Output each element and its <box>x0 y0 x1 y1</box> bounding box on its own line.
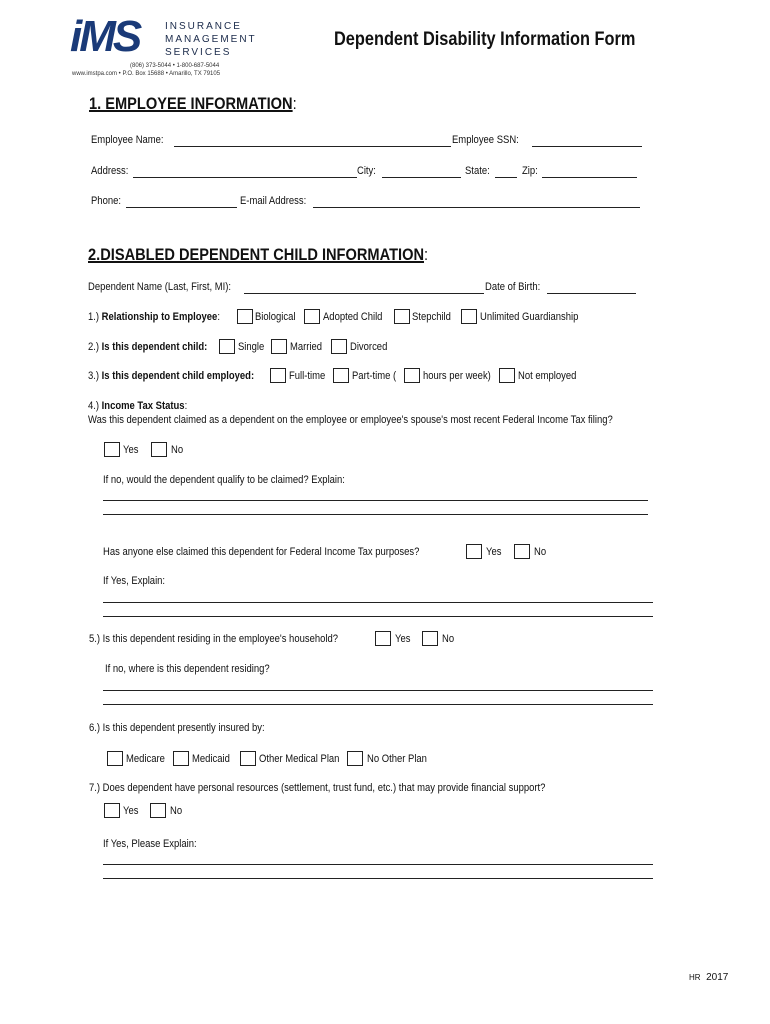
address-label: Address: <box>91 165 129 177</box>
state-label: State: <box>465 165 490 177</box>
checkbox-stepchild[interactable] <box>394 309 410 324</box>
address-field[interactable] <box>133 177 357 178</box>
section-2-heading <box>88 245 428 265</box>
footer-code: HR <box>689 973 701 982</box>
q7-line-2[interactable] <box>103 878 653 879</box>
checkbox-divorced[interactable] <box>331 339 347 354</box>
employee-ssn-field[interactable] <box>532 146 642 147</box>
q1-bold: Relationship to Employee <box>101 311 218 323</box>
checkbox-adopted-child[interactable] <box>304 309 320 324</box>
q7-line-1[interactable] <box>103 864 653 865</box>
q4-no-label: No <box>171 444 184 456</box>
option-adopted-child: Adopted Child <box>323 311 383 323</box>
q4-suffix: : <box>184 400 188 412</box>
footer-year: 2017 <box>706 972 729 983</box>
dependent-name-field[interactable] <box>244 293 484 294</box>
q5-line-1[interactable] <box>103 690 653 691</box>
checkbox-q5-no[interactable] <box>422 631 438 646</box>
option-biological: Biological <box>255 311 296 323</box>
q1-suffix: : <box>217 311 220 323</box>
q4-explain-line-1[interactable] <box>103 500 648 501</box>
form-title: Dependent Disability Information Form <box>334 29 636 50</box>
q1-prefix: 1.) <box>88 311 102 323</box>
checkbox-full-time[interactable] <box>270 368 286 383</box>
q5-ifno-label: If no, where is this dependent residing? <box>105 663 270 675</box>
checkbox-biological[interactable] <box>237 309 253 324</box>
q4-ifno-label: If no, would the dependent qualify to be claimed? Explain: <box>103 474 345 486</box>
employee-name-field[interactable] <box>174 146 451 147</box>
option-married: Married <box>290 341 323 353</box>
q4-ifyes-line-2[interactable] <box>103 616 653 617</box>
q5-no-label: No <box>442 633 455 645</box>
q4-prefix: 4.) <box>88 400 102 412</box>
checkbox-medicare[interactable] <box>107 751 123 766</box>
q4-bold: Income Tax Status <box>101 400 185 412</box>
option-not-employed: Not employed <box>518 370 577 382</box>
dob-label: Date of Birth: <box>485 281 541 293</box>
checkbox-claimed-no[interactable] <box>514 544 530 559</box>
checkbox-q5-yes[interactable] <box>375 631 391 646</box>
q3-prefix: 3.) <box>88 370 102 382</box>
q4-yes-label: Yes <box>123 444 139 456</box>
section-1-heading-text: 1. EMPLOYEE INFORMATION <box>89 94 293 113</box>
q4-explain-line-2[interactable] <box>103 514 648 515</box>
logo-line-3: SERVICES <box>165 47 232 58</box>
checkbox-q7-yes[interactable] <box>104 803 120 818</box>
checkbox-married[interactable] <box>271 339 287 354</box>
section-1-heading-colon: : <box>292 94 297 113</box>
state-field[interactable] <box>495 177 517 178</box>
zip-label: Zip: <box>522 165 538 177</box>
q4-label <box>88 400 187 412</box>
q7-yes-label: Yes <box>123 805 139 817</box>
q1-label <box>88 311 220 323</box>
checkbox-part-time[interactable] <box>333 368 349 383</box>
option-medicaid: Medicaid <box>192 753 230 765</box>
option-unlimited-guardianship: Unlimited Guardianship <box>480 311 579 323</box>
logo-line-1: INSURANCE <box>165 21 242 32</box>
q3-bold: Is this dependent child employed: <box>101 370 255 382</box>
q5-label: 5.) Is this dependent residing in the employee's household? <box>89 633 338 645</box>
q5-line-2[interactable] <box>103 704 653 705</box>
email-field[interactable] <box>313 207 640 208</box>
q4-ifyes-label: If Yes, Explain: <box>103 575 166 587</box>
checkbox-no-other-plan[interactable] <box>347 751 363 766</box>
checkbox-q4-no[interactable] <box>151 442 167 457</box>
checkbox-single[interactable] <box>219 339 235 354</box>
logo-phones: (806) 373-5044 • 1-800-687-5044 <box>130 63 220 69</box>
section-2-heading-text: 2.DISABLED DEPENDENT CHILD INFORMATION <box>88 245 425 264</box>
city-field[interactable] <box>382 177 461 178</box>
q3-label <box>88 370 254 382</box>
section-1-heading <box>89 94 297 114</box>
employee-name-label: Employee Name: <box>91 134 164 146</box>
option-stepchild: Stepchild <box>412 311 451 323</box>
q6-label: 6.) Is this dependent presently insured by: <box>89 722 265 734</box>
checkbox-claimed-yes[interactable] <box>466 544 482 559</box>
option-full-time: Full-time <box>289 370 326 382</box>
phone-field[interactable] <box>126 207 237 208</box>
employee-ssn-label: Employee SSN: <box>452 134 519 146</box>
logo-mark: iMS <box>70 12 140 61</box>
phone-label: Phone: <box>91 195 121 207</box>
checkbox-unlimited-guardianship[interactable] <box>461 309 477 324</box>
q4-claimed-label: Has anyone else claimed this dependent for Federal Income Tax purposes? <box>103 546 420 558</box>
city-label: City: <box>357 165 376 177</box>
q4-ifyes-line-1[interactable] <box>103 602 653 603</box>
footer <box>689 972 728 983</box>
logo-contact: www.imstpa.com • P.O. Box 15688 • Amarillo, TX 79105 <box>72 71 221 77</box>
option-medicare: Medicare <box>126 753 165 765</box>
section-2-heading-colon: : <box>424 245 429 264</box>
logo-line-2: MANAGEMENT <box>165 34 257 45</box>
q7-ifyes-label: If Yes, Please Explain: <box>103 838 197 850</box>
q2-bold: Is this dependent child: <box>101 341 208 353</box>
checkbox-not-employed[interactable] <box>499 368 515 383</box>
option-part-time: Part-time ( <box>352 370 397 382</box>
q7-no-label: No <box>170 805 183 817</box>
option-divorced: Divorced <box>350 341 388 353</box>
checkbox-q7-no[interactable] <box>150 803 166 818</box>
q7-label: 7.) Does dependent have personal resources (settlement, trust fund, etc.) that may provide financial support? <box>89 782 546 794</box>
claimed-yes-label: Yes <box>486 546 502 558</box>
option-hours-per-week: hours per week) <box>423 370 491 382</box>
dependent-name-label: Dependent Name (Last, First, MI): <box>88 281 232 293</box>
option-single: Single <box>238 341 265 353</box>
q2-prefix: 2.) <box>88 341 102 353</box>
checkbox-other-medical-plan[interactable] <box>240 751 256 766</box>
hours-per-week-box[interactable] <box>404 368 420 383</box>
option-no-other-plan: No Other Plan <box>367 753 427 765</box>
q2-label <box>88 341 207 353</box>
email-label: E-mail Address: <box>240 195 307 207</box>
checkbox-medicaid[interactable] <box>173 751 189 766</box>
q4-question-text: Was this dependent claimed as a dependent on the employee or employee's spouse's most recent Federal Income Tax filing? <box>88 414 613 426</box>
checkbox-q4-yes[interactable] <box>104 442 120 457</box>
q5-yes-label: Yes <box>395 633 411 645</box>
zip-field[interactable] <box>542 177 637 178</box>
dob-field[interactable] <box>547 293 636 294</box>
claimed-no-label: No <box>534 546 547 558</box>
option-other-medical-plan: Other Medical Plan <box>259 753 340 765</box>
